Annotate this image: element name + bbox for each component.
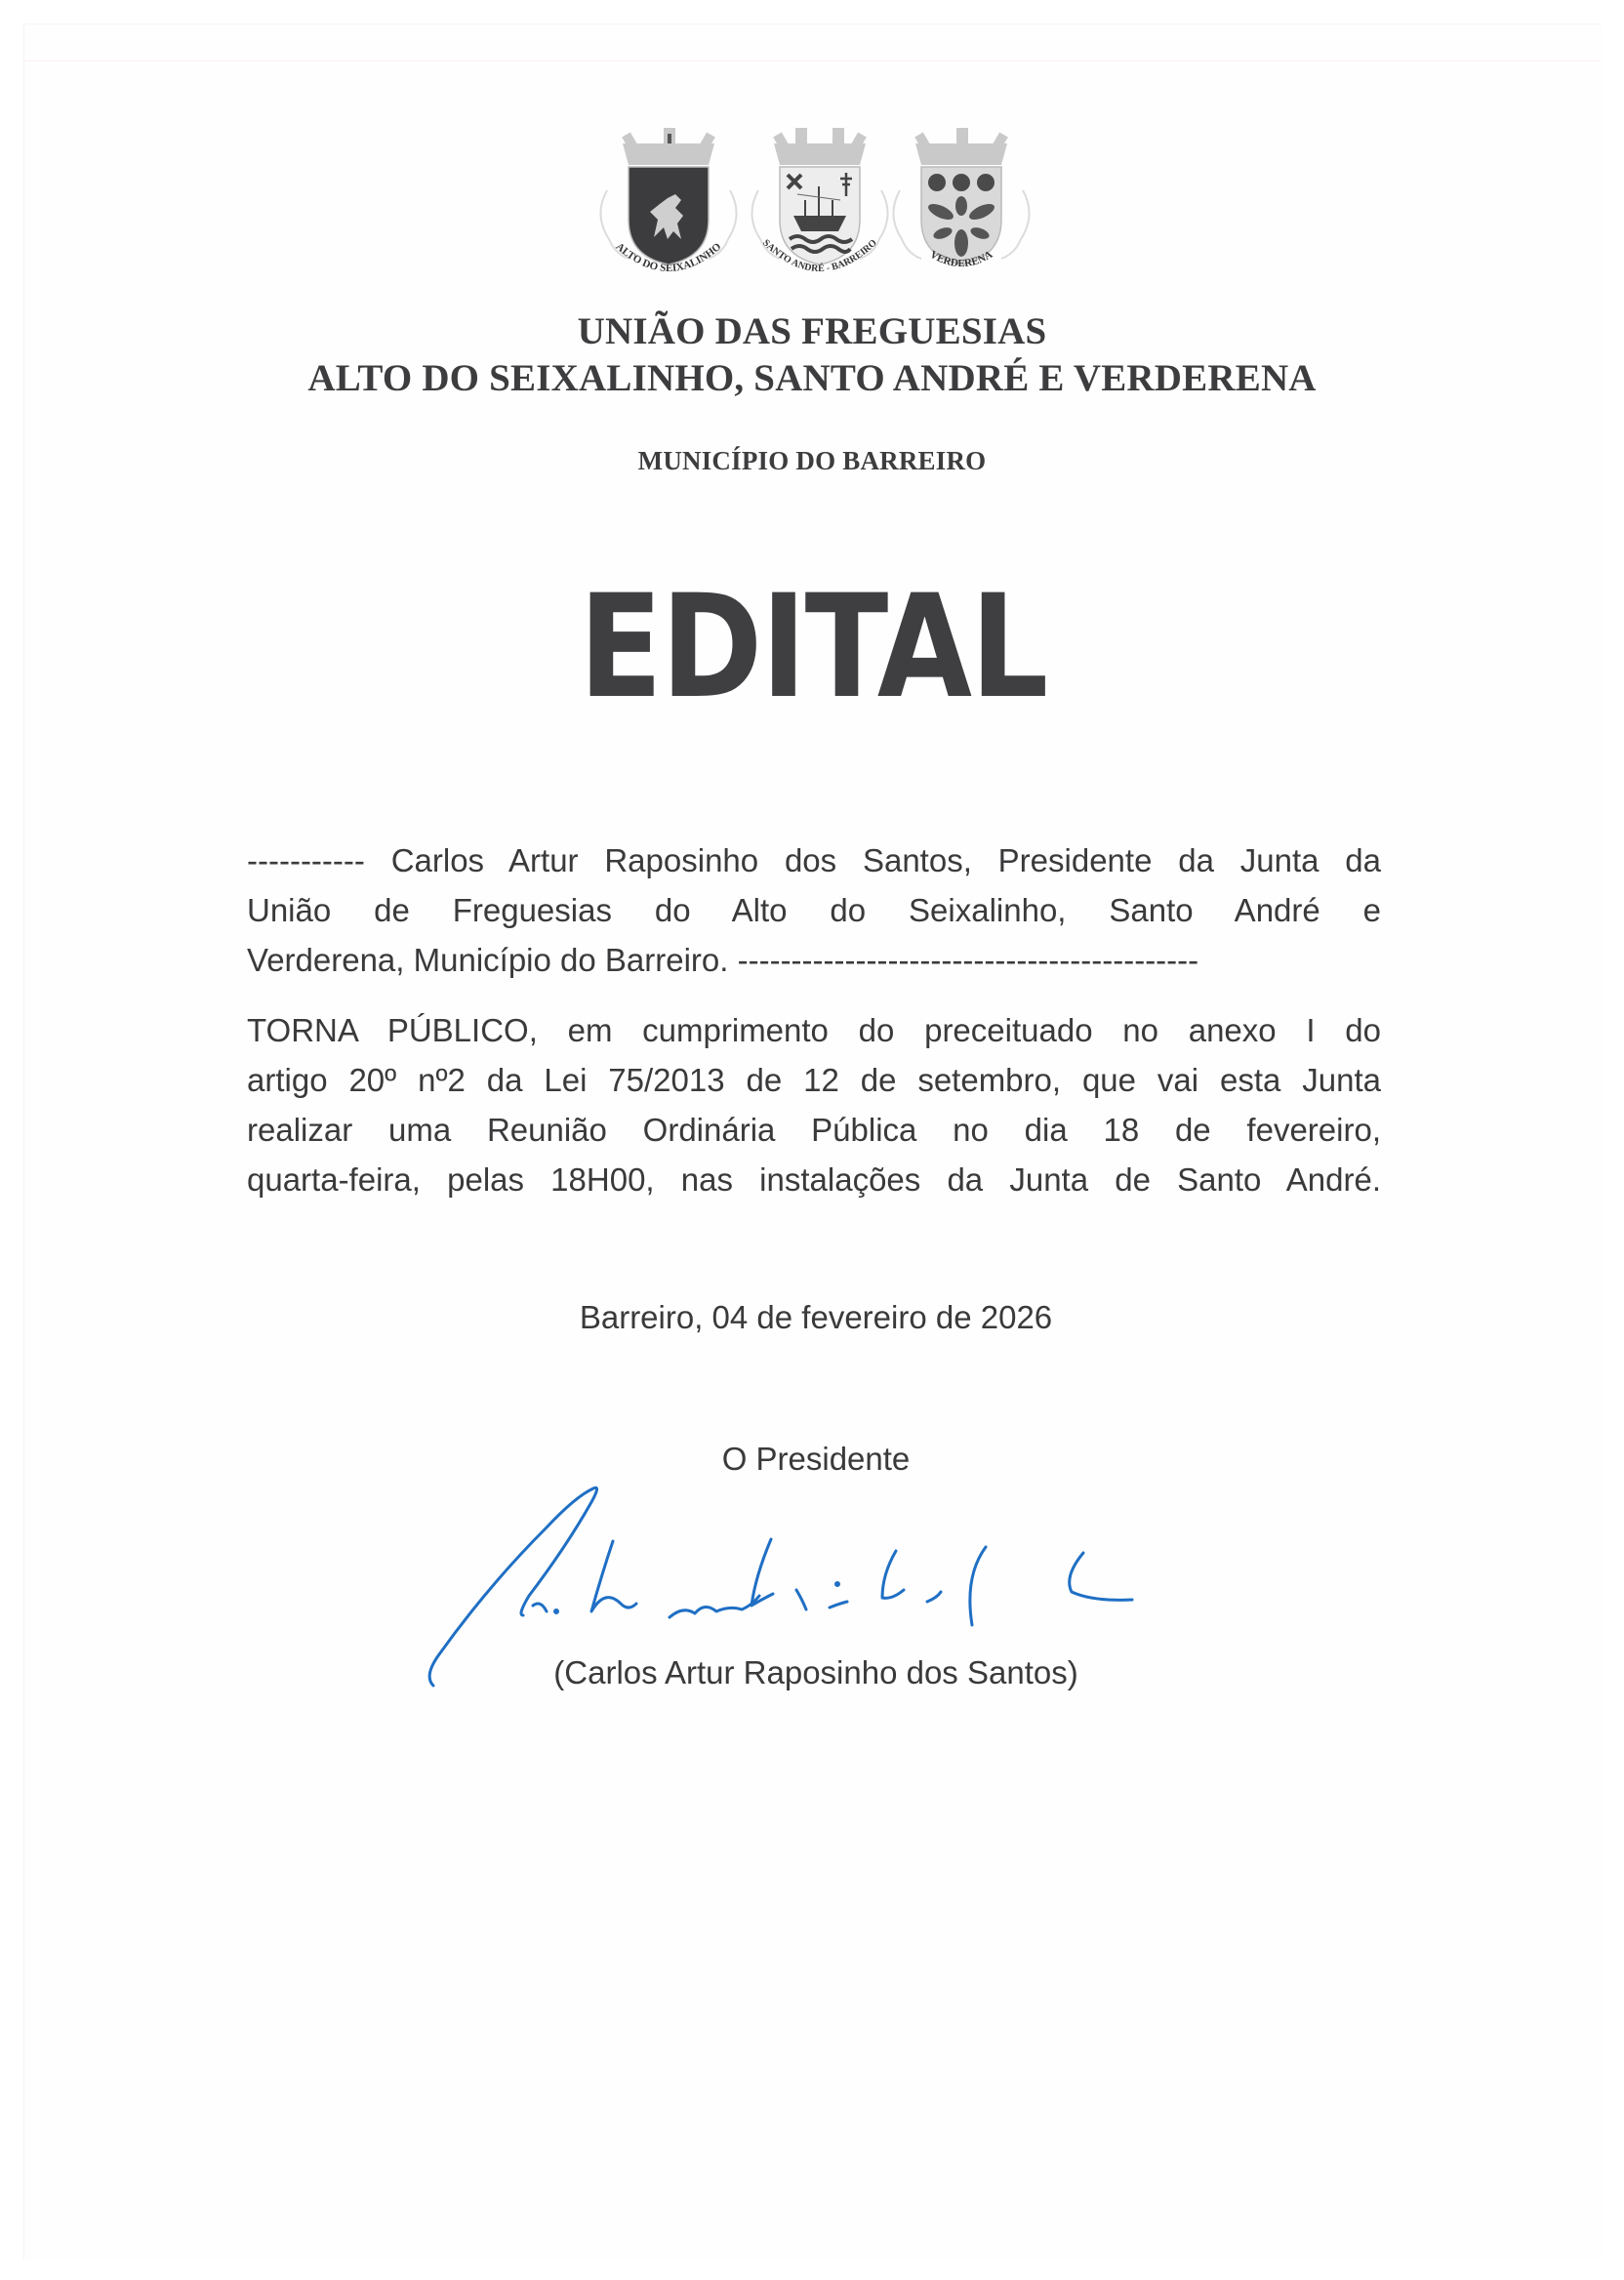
coat-of-arms-oak-icon: [878, 122, 1044, 288]
paragraph-line: TORNA PÚBLICO, em cumprimento do preceituado no anexo I do: [247, 1012, 1381, 1048]
signatory-name: (Carlos Artur Raposinho dos Santos): [553, 1654, 1078, 1690]
paragraph-line: realizar uma Reunião Ordinária Pública no dia 18 de fevereiro,: [247, 1112, 1381, 1148]
paragraph-line: ----------- Carlos Artur Raposinho dos Santos, Presidente da Junta da: [247, 842, 1381, 878]
document-heading: EDITAL: [579, 564, 1047, 730]
paragraph-identification: [247, 835, 1381, 985]
union-title-line2: ALTO DO SEIXALINHO, SANTO ANDRÉ E VERDERENA: [307, 357, 1317, 399]
paragraph-line: quarta-feira, pelas 18H00, nas instalações da Junta de Santo André.: [247, 1161, 1381, 1198]
signatory-role: O Presidente: [721, 1441, 911, 1477]
paragraph-line: Verderena, Município do Barreiro. -------------------------------------------: [247, 942, 1199, 978]
place-and-date: Barreiro, 04 de fevereiro de 2026: [579, 1299, 1053, 1335]
svg-text:SANTO ANDRÉ - BARREIRO: SANTO ANDRÉ - BARREIRO: [760, 237, 879, 275]
svg-text:VERDERENA: VERDERENA: [927, 248, 995, 269]
coat-of-arms-lion-icon: [586, 122, 751, 288]
paragraph-line: artigo 20º nº2 da Lei 75/2013 de 12 de setembro, que vai esta Junta: [247, 1062, 1381, 1098]
svg-text:ALTO DO SEIXALINHO: ALTO DO SEIXALINHO: [613, 240, 724, 275]
coats-of-arms: [586, 122, 1054, 288]
union-title-line1: UNIÃO DAS FREGUESIAS: [577, 310, 1047, 352]
paragraph-announcement: [247, 1005, 1381, 1204]
municipality-title: MUNICÍPIO DO BARREIRO: [637, 446, 987, 475]
paragraph-line: União de Freguesias do Alto do Seixalinho, Santo André e: [247, 892, 1381, 928]
